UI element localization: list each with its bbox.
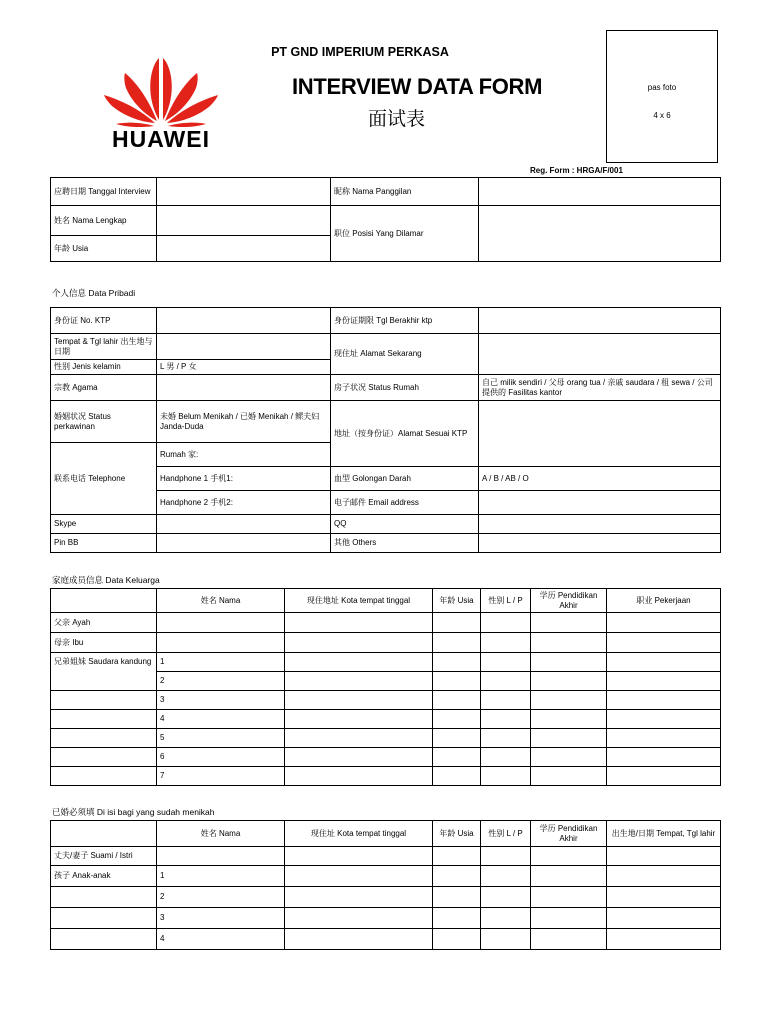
field-ayah-pendidikan[interactable] <box>531 613 607 633</box>
field-tanggal-interview[interactable] <box>157 178 331 206</box>
field-anak-jk[interactable] <box>481 908 531 929</box>
interview-table <box>50 177 721 262</box>
sibling-blank <box>51 710 157 729</box>
label-posisi: 职位 Posisi Yang Dilamar <box>331 206 479 262</box>
field-sibling-pekerjaan[interactable] <box>607 767 721 786</box>
table-row <box>51 613 721 633</box>
field-sibling-jk[interactable] <box>481 710 531 729</box>
field-anak-usia[interactable] <box>433 908 481 929</box>
field-ibu-usia[interactable] <box>433 633 481 653</box>
photo-label: pas foto <box>647 83 677 92</box>
label-tgl-ktp: 身份证期限 Tgl Berakhir ktp <box>331 308 479 334</box>
field-anak-kota[interactable] <box>285 929 433 950</box>
family-col-kota: 现住地址 Kota tempat tinggal <box>285 589 433 613</box>
field-ttl[interactable] <box>157 334 331 360</box>
married-col-usia: 年龄 Usia <box>433 821 481 847</box>
field-sibling-usia[interactable] <box>433 672 481 691</box>
field-sibling-pendidikan[interactable] <box>531 710 607 729</box>
field-sibling-kota[interactable] <box>285 767 433 786</box>
sibling-blank <box>51 729 157 748</box>
field-sibling-pendidikan[interactable] <box>531 767 607 786</box>
field-sibling-kota[interactable] <box>285 748 433 767</box>
table-row <box>51 729 721 748</box>
family-col-pekerjaan: 职业 Pekerjaan <box>607 589 721 613</box>
field-status-kawin[interactable]: 未婚 Belum Menikah / 已婚 Menikah / 鳏夫妇 Janda-Duda <box>157 401 331 443</box>
field-sibling-usia[interactable] <box>433 691 481 710</box>
field-anak-pendidikan[interactable] <box>531 866 607 887</box>
field-tgl-ktp[interactable] <box>479 308 721 334</box>
section-data-keluarga: 家庭成员信息 Data Keluarga <box>52 575 160 585</box>
sibling-blank <box>51 767 157 786</box>
child-num-1: 1 <box>157 866 285 887</box>
label-jenis-kelamin: 性别 Jenis kelamin <box>51 360 157 375</box>
huawei-logo <box>96 48 226 152</box>
table-row <box>51 866 721 887</box>
field-ibu-jk[interactable] <box>481 633 531 653</box>
field-sibling-usia[interactable] <box>433 710 481 729</box>
table-row <box>51 887 721 908</box>
field-ayah-jk[interactable] <box>481 613 531 633</box>
married-col-nama: 姓名 Nama <box>157 821 285 847</box>
field-ibu-pendidikan[interactable] <box>531 633 607 653</box>
field-anak-kota[interactable] <box>285 887 433 908</box>
label-ktp: 身份证 No. KTP <box>51 308 157 334</box>
reg-form-code: Reg. Form : HRGA/F/001 <box>530 166 623 175</box>
section-data-pribadi: 个人信息 Data Pribadi <box>52 288 136 298</box>
personal-data-table <box>50 307 721 553</box>
label-ttl: Tempat & Tgl lahir 出生地与日期 <box>51 334 157 360</box>
table-row <box>51 847 721 866</box>
table-row <box>51 633 721 653</box>
label-agama: 宗教 Agama <box>51 375 157 401</box>
field-usia[interactable] <box>157 236 331 262</box>
label-others: 其他 Others <box>331 534 479 553</box>
table-row <box>51 710 721 729</box>
field-anak-pendidikan[interactable] <box>531 908 607 929</box>
field-sibling-kota[interactable] <box>285 691 433 710</box>
field-posisi[interactable] <box>479 206 721 262</box>
child-num-2: 2 <box>157 887 285 908</box>
field-ayah-usia[interactable] <box>433 613 481 633</box>
field-sibling-pendidikan[interactable] <box>531 748 607 767</box>
field-sibling-usia[interactable] <box>433 767 481 786</box>
field-pasangan-usia[interactable] <box>433 847 481 866</box>
field-anak-kota[interactable] <box>285 866 433 887</box>
label-skype: Skype <box>51 515 157 534</box>
field-sibling-usia[interactable] <box>433 653 481 672</box>
sibling-num-1: 1 <box>157 653 285 672</box>
table-row <box>51 691 721 710</box>
child-blank <box>51 887 157 908</box>
married-col-pendidikan: 学历 Pendidikan Akhir <box>531 821 607 847</box>
field-anak-kota[interactable] <box>285 908 433 929</box>
label-nama-lengkap: 姓名 Nama Lengkap <box>51 206 157 236</box>
field-alamat[interactable] <box>479 334 721 375</box>
label-email: 电子邮件 Email address <box>331 491 479 515</box>
label-tanggal-interview: 应聘日期 Tanggal Interview <box>51 178 157 206</box>
field-pasangan-kota[interactable] <box>285 847 433 866</box>
field-nama-panggilan[interactable] <box>479 178 721 206</box>
field-status-rumah[interactable]: 自己 milik sendiri / 父母 orang tua / 亲戚 saudara / 租 sewa / 公司提供的 Fasilitas kantor <box>479 375 721 401</box>
photo-box[interactable] <box>606 30 718 163</box>
married-col-jk: 性别 L / P <box>481 821 531 847</box>
label-qq: QQ <box>331 515 479 534</box>
label-suami-istri: 丈夫/妻子 Suami / Istri <box>51 847 157 866</box>
sibling-num-2: 2 <box>157 672 285 691</box>
sibling-num-4: 4 <box>157 710 285 729</box>
label-usia: 年龄 Usia <box>51 236 157 262</box>
field-qq[interactable] <box>479 515 721 534</box>
field-alamat-ktp[interactable] <box>479 401 721 467</box>
label-alamat-ktp: 地址（按身份证）Alamat Sesuai KTP <box>331 401 479 467</box>
field-sibling-jk[interactable] <box>481 672 531 691</box>
label-status-rumah: 房子状况 Status Rumah <box>331 375 479 401</box>
field-sibling-pendidikan[interactable] <box>531 729 607 748</box>
sibling-num-3: 3 <box>157 691 285 710</box>
family-table <box>50 588 721 786</box>
sibling-blank <box>51 748 157 767</box>
field-ayah-kota[interactable] <box>285 613 433 633</box>
field-ayah-pekerjaan[interactable] <box>607 613 721 633</box>
field-sibling-pekerjaan[interactable] <box>607 672 721 691</box>
label-alamat: 现住址 Alamat Sekarang <box>331 334 479 375</box>
form-title: INTERVIEW DATA FORM <box>292 74 543 99</box>
field-sibling-pekerjaan[interactable] <box>607 691 721 710</box>
label-anak: 孩子 Anak-anak <box>51 866 157 887</box>
field-ibu-nama[interactable] <box>157 633 285 653</box>
family-col-nama: 姓名 Nama <box>157 589 285 613</box>
table-row <box>51 653 721 672</box>
married-table <box>50 820 721 950</box>
label-saudara: 兄弟姐妹 Saudara kandung <box>51 653 157 691</box>
label-golongan-darah: 血型 Golongan Darah <box>331 467 479 491</box>
field-sibling-pendidikan[interactable] <box>531 691 607 710</box>
field-sibling-jk[interactable] <box>481 748 531 767</box>
photo-size: 4 x 6 <box>653 111 671 120</box>
field-anak-lahir[interactable] <box>607 929 721 950</box>
field-pasangan-lahir[interactable] <box>607 847 721 866</box>
family-col-jk: 性别 L / P <box>481 589 531 613</box>
field-pasangan-nama[interactable] <box>157 847 285 866</box>
field-sibling-jk[interactable] <box>481 653 531 672</box>
field-rumah[interactable]: Rumah 家: <box>157 443 331 467</box>
table-row <box>51 748 721 767</box>
company-name: PT GND IMPERIUM PERKASA <box>271 45 449 59</box>
logo-wordmark: HUAWEI <box>112 126 210 152</box>
field-sibling-kota[interactable] <box>285 653 433 672</box>
field-ibu-pekerjaan[interactable] <box>607 633 721 653</box>
family-col-blank <box>51 589 157 613</box>
sibling-num-5: 5 <box>157 729 285 748</box>
field-nama-lengkap[interactable] <box>157 206 331 236</box>
field-sibling-jk[interactable] <box>481 767 531 786</box>
label-pin-bb: Pin BB <box>51 534 157 553</box>
field-sibling-kota[interactable] <box>285 672 433 691</box>
field-skype[interactable] <box>157 515 331 534</box>
child-blank <box>51 929 157 950</box>
field-pasangan-jk[interactable] <box>481 847 531 866</box>
section-sudah-menikah: 已婚必须填 Di isi bagi yang sudah menikah <box>52 807 215 817</box>
table-row <box>51 929 721 950</box>
field-handphone-2[interactable]: Handphone 2 手机2: <box>157 491 331 515</box>
child-num-4: 4 <box>157 929 285 950</box>
field-sibling-pekerjaan[interactable] <box>607 748 721 767</box>
field-anak-jk[interactable] <box>481 929 531 950</box>
field-email[interactable] <box>479 491 721 515</box>
field-sibling-pekerjaan[interactable] <box>607 653 721 672</box>
form-title-cn: 面试表 <box>368 109 426 130</box>
table-row <box>51 908 721 929</box>
child-num-3: 3 <box>157 908 285 929</box>
field-golongan-darah[interactable]: A / B / AB / O <box>479 467 721 491</box>
field-anak-lahir[interactable] <box>607 866 721 887</box>
field-sibling-kota[interactable] <box>285 710 433 729</box>
field-sibling-jk[interactable] <box>481 691 531 710</box>
family-col-usia: 年龄 Usia <box>433 589 481 613</box>
field-anak-jk[interactable] <box>481 866 531 887</box>
family-col-pendidikan: 学历 Pendidikan Akhir <box>531 589 607 613</box>
field-sibling-pekerjaan[interactable] <box>607 729 721 748</box>
field-anak-jk[interactable] <box>481 887 531 908</box>
field-sibling-usia[interactable] <box>433 748 481 767</box>
field-anak-pendidikan[interactable] <box>531 887 607 908</box>
married-col-kota: 现住址 Kota tempat tinggal <box>285 821 433 847</box>
field-pasangan-pendidikan[interactable] <box>531 847 607 866</box>
field-jenis-kelamin[interactable]: L 男 / P 女 <box>157 360 331 375</box>
field-others[interactable] <box>479 534 721 553</box>
field-anak-pendidikan[interactable] <box>531 929 607 950</box>
field-agama[interactable] <box>157 375 331 401</box>
field-pin-bb[interactable] <box>157 534 331 553</box>
field-anak-usia[interactable] <box>433 887 481 908</box>
child-blank <box>51 908 157 929</box>
label-ayah: 父亲 Ayah <box>51 613 157 633</box>
field-sibling-jk[interactable] <box>481 729 531 748</box>
table-row <box>51 767 721 786</box>
label-ibu: 母亲 Ibu <box>51 633 157 653</box>
field-handphone-1[interactable]: Handphone 1 手机1: <box>157 467 331 491</box>
label-nama-panggilan: 昵称 Nama Panggilan <box>331 178 479 206</box>
field-anak-usia[interactable] <box>433 929 481 950</box>
field-sibling-kota[interactable] <box>285 729 433 748</box>
married-col-lahir: 出生地/日期 Tempat, Tgl lahir <box>607 821 721 847</box>
field-ayah-nama[interactable] <box>157 613 285 633</box>
sibling-num-6: 6 <box>157 748 285 767</box>
field-sibling-pendidikan[interactable] <box>531 672 607 691</box>
sibling-blank <box>51 691 157 710</box>
field-sibling-usia[interactable] <box>433 729 481 748</box>
field-anak-lahir[interactable] <box>607 887 721 908</box>
sibling-num-7: 7 <box>157 767 285 786</box>
field-sibling-pendidikan[interactable] <box>531 653 607 672</box>
field-ktp[interactable] <box>157 308 331 334</box>
married-col-blank <box>51 821 157 847</box>
field-anak-lahir[interactable] <box>607 908 721 929</box>
field-ibu-kota[interactable] <box>285 633 433 653</box>
label-telephone: 联系电话 Telephone <box>51 443 157 515</box>
label-status-kawin: 婚姻状况 Status perkawinan <box>51 401 157 443</box>
field-anak-usia[interactable] <box>433 866 481 887</box>
field-sibling-pekerjaan[interactable] <box>607 710 721 729</box>
